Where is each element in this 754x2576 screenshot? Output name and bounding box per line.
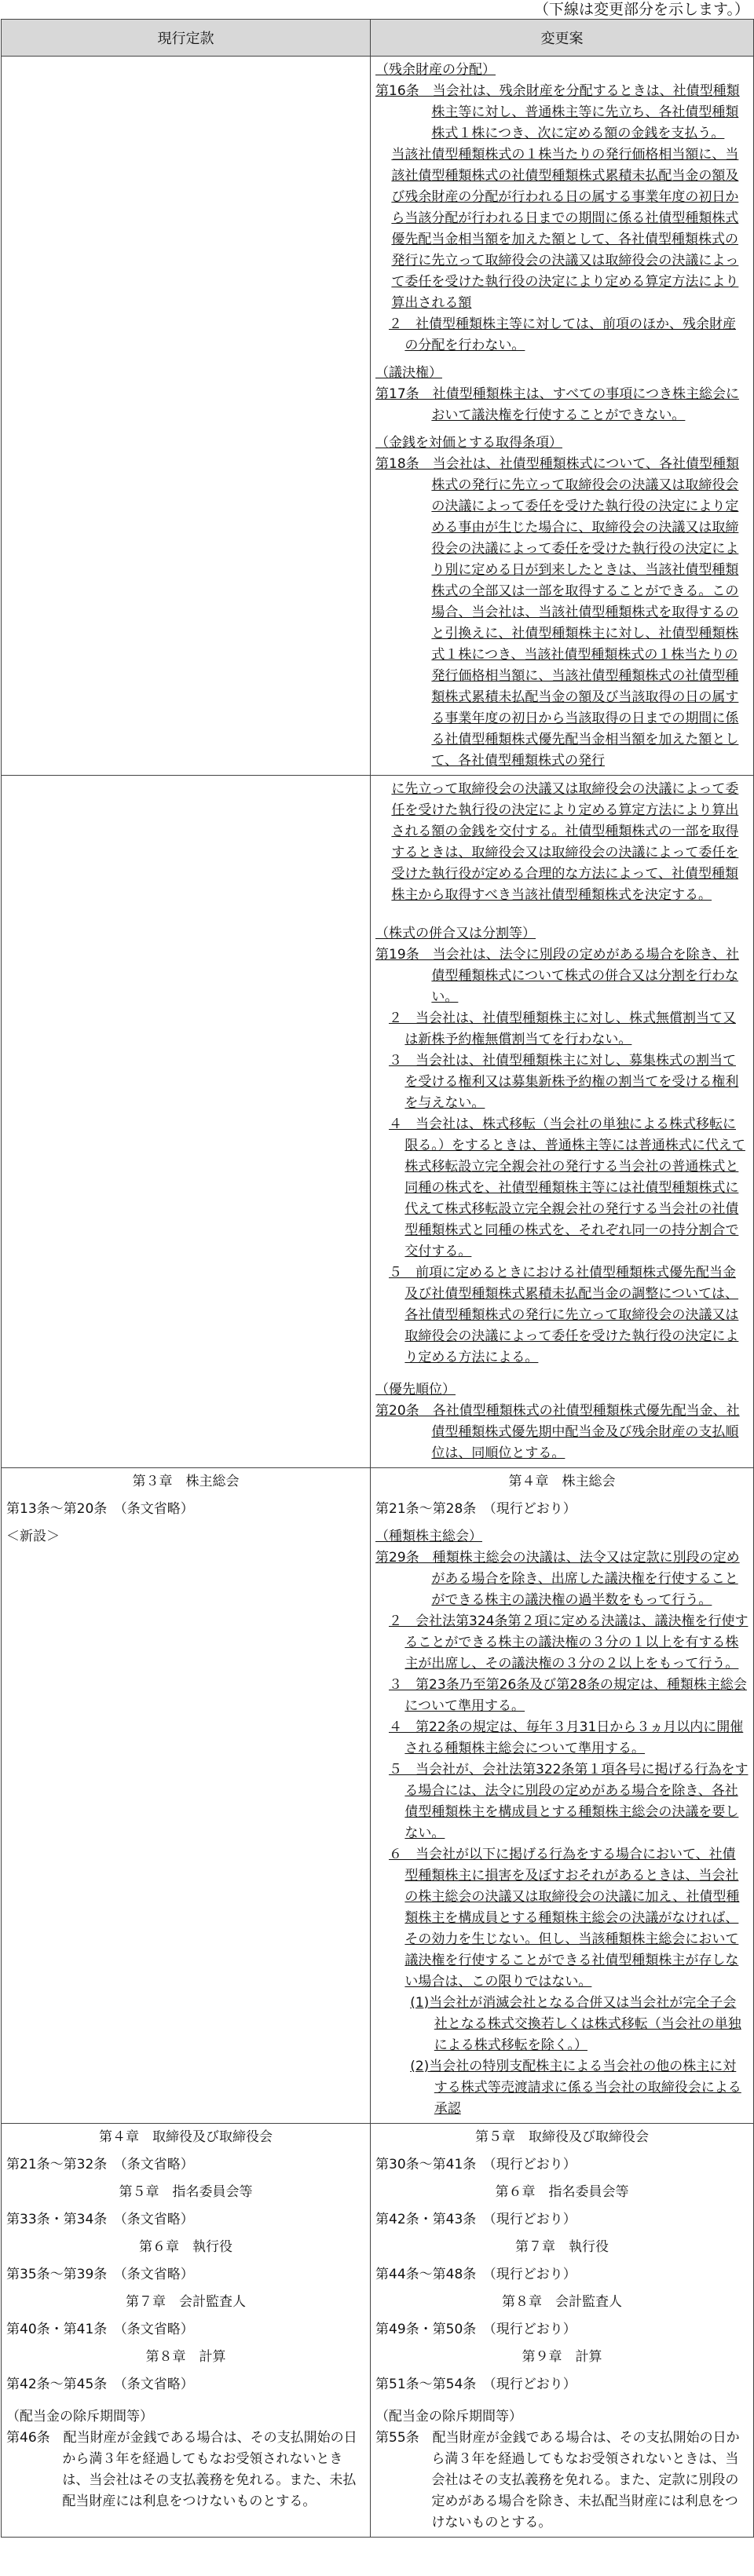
article-range: 第13条～第20条 （条文省略） [6, 1501, 194, 1517]
article-range: 第30条～第41条 （現行どおり） [375, 2157, 576, 2172]
list-item: (1)当会社が消滅会社となる合併又は当会社が完全子会社となる株式交換若しくは株式移転（当会社の単独による株式移転を除く。） [410, 1995, 741, 2053]
article-range: 第21条～第32条 （条文省略） [6, 2157, 194, 2172]
article-16 [375, 60, 749, 356]
new-marker: ＜新設＞ [6, 1529, 60, 1544]
article-19 [375, 923, 749, 1368]
article-caption: （議決権） [375, 365, 442, 381]
chapter-title: 第３章 株主総会 [132, 1474, 240, 1489]
current-cell [2, 1468, 371, 2124]
paragraph: ５ 当会社が、会社法第322条第１項各号に掲げる行為をする場合には、法令に別段の定めがある場合を除き、各社債型種類株主を構成員とする種類株主総会の決議を要しない。 [389, 1762, 749, 1841]
article-caption: （株式の併合又は分割等） [375, 926, 536, 941]
article-range: 第33条・第34条 （条文省略） [6, 2212, 194, 2227]
article-range: 第44条～第48条 （現行どおり） [375, 2267, 576, 2282]
proposed-cell [371, 2124, 754, 2538]
table-row [2, 2124, 754, 2538]
article-55 [375, 2406, 749, 2534]
chapter-title: 第６章 執行役 [139, 2239, 232, 2255]
article-20 [375, 1379, 749, 1464]
list-item: (2)当会社の特別支配株主による当会社の他の株主に対する株式等売渡請求に係る当会社の取締役会による承認 [410, 2059, 741, 2117]
article-range: 第42条～第45条 （条文省略） [6, 2377, 194, 2392]
header-row [2, 20, 754, 57]
change-note: （下線は変更部分を示します。） [534, 1, 749, 18]
chapter-title: 第９章 計算 [522, 2349, 602, 2365]
article-caption: （優先順位） [375, 1382, 456, 1398]
table-row [2, 776, 754, 1468]
current-cell-empty [2, 57, 371, 776]
current-cell [2, 2124, 371, 2538]
article-caption: （金銭を対価とする取得条項） [375, 435, 562, 451]
article-text: 第17条 社債型種類株主は、すべての事項につき株主総会において議決権を行使することができない。 [375, 386, 739, 423]
article-text: 第46条 配当財産が金銭である場合は、その支払開始の日から満３年を経過してもなお受領されないときは、当会社はその支払義務を免れる。また、未払配当財産には利息をつけないものとする。 [6, 2430, 357, 2509]
article-range: 第35条～第39条 （条文省略） [6, 2267, 194, 2282]
article-caption: （種類株主総会） [375, 1529, 482, 1544]
article-18 [375, 433, 749, 772]
article-range: 第42条・第43条 （現行どおり） [375, 2212, 576, 2227]
article-caption: （配当金の除斥期間等） [375, 2409, 522, 2424]
table-row [2, 57, 754, 776]
comparison-table [1, 19, 754, 2538]
article-text: 第29条 種類株主総会の決議は、法令又は定款に別段の定めがある場合を除き、出席した議決権を行使することができる株主の議決権の過半数をもって行う。 [375, 1550, 740, 1608]
header-proposed: 変更案 [371, 20, 754, 57]
current-cell-empty [2, 776, 371, 1468]
article-text: 第55条 配当財産が金銭である場合は、その支払開始の日から満３年を経過してもなお受領されないときは、当会社はその支払義務を免れる。また、定款に別段の定めがある場合を除き、未払配当財産には利息をつけないものとする。 [375, 2430, 740, 2530]
proposed-cell [371, 1468, 754, 2124]
chapter-title: 第７章 会計監査人 [126, 2294, 246, 2310]
article-text: 第18条 当会社は、社債型種類株式について、各社債型種類株式の発行に先立って取締役会の決議又は取締役会の決議によって委任を受けた執行役の決定により定める事由が生じた場合に、取締役会の決議又は取締役会の決議によって委任を受けた執行役の決定により別に定める日が到来したときは、当該社債型種類株式の全部又は一部を取得することができる。この場合、当会社は、当該社債型種類株式を取得するのと引換えに、社債型種類株主に対し、社債型種類株式１株につき、当該社債型種類株式の１株当たりの発行価格相当額に、当該社債型種類株式の社債型種類株式累積未払配当金の額及び当該取得の日の属する事業年度の初日から当該取得の日までの期間に係る社債型種類株式優先配当金相当額を加えた額として、各社債型種類株式の発行 [375, 456, 739, 769]
paragraph: ３ 第23条乃至第26条及び第28条の規定は、種類株主総会について準用する。 [389, 1677, 747, 1714]
paragraph: ２ 会社法第324条第２項に定める決議は、議決権を行使することができる株主の議決権の３分の１以上を有する株主が出席し、その議決権の３分の２以上をもって行う。 [389, 1613, 749, 1672]
article-text: 第20条 各社債型種類株式の社債型種類株式優先配当金、社債型種類株式優先期中配当金及び残余財産の支払順位は、同順位とする。 [375, 1403, 740, 1461]
article-text: 第16条 当会社は、残余財産を分配するときは、社債型種類株主等に対し、普通株主等に先立ち、各社債型種類株式１株につき、次に定める額の金銭を支払う。 [375, 83, 740, 141]
header-current: 現行定款 [2, 20, 371, 57]
article-range: 第49条・第50条 （現行どおり） [375, 2322, 576, 2337]
article-17 [375, 363, 749, 426]
article-continuation: 当該社債型種類株式の１株当たりの発行価格相当額に、当該社債型種類株式の社債型種類株式累積未払配当金の額及び残余財産の分配が行われる日の属する事業年度の初日から当該分配が行われる日までの期間に係る社債型種類株式優先配当金相当額を加えた額として、各社債型種類株式の発行に先立って取締役会の決議又は取締役会の決議によって委任を受けた執行役の決定により定める算定方法により算出される額 [391, 147, 739, 311]
article-18-continued [375, 779, 749, 906]
chapter-title: 第５章 取締役及び取締役会 [475, 2129, 649, 2145]
article-continuation: に先立って取締役会の決議又は取締役会の決議によって委任を受けた執行役の決定により定める算定方法により算出される額の金銭を交付する。社債型種類株式の一部を取得するときは、取締役会又は取締役会の決議によって委任を受けた執行役が定める合理的な方法によって、社債型種類株主から取得すべき当該社債型種類株式を決定する。 [391, 781, 739, 903]
article-caption: （配当金の除斥期間等） [6, 2409, 153, 2424]
chapter-title: 第５章 指名委員会等 [119, 2184, 253, 2200]
paragraph: ２ 当会社は、社債型種類株主に対し、株式無償割当て又は新株予約権無償割当てを行わない。 [389, 1010, 736, 1047]
article-range: 第51条～第54条 （現行どおり） [375, 2377, 576, 2392]
article-text: 第19条 当会社は、法令に別段の定めがある場合を除き、社債型種類株式について株式の併合又は分割を行わない。 [375, 947, 739, 1005]
article-caption: （残余財産の分配） [375, 62, 496, 78]
paragraph: ３ 当会社は、社債型種類株主に対し、募集株式の割当てを受ける権利又は募集新株予約権の割当てを受ける権利を与えない。 [389, 1053, 739, 1111]
chapter-title: 第８章 計算 [145, 2349, 226, 2365]
paragraph: ４ 第22条の規定は、毎年３月31日から３ヵ月以内に開催される種類株主総会について準用する。 [389, 1719, 744, 1756]
chapter-title: 第８章 会計監査人 [502, 2294, 622, 2310]
article-29 [375, 1526, 749, 2120]
paragraph: ２ 社債型種類株主等に対しては、前項のほか、残余財産の分配を行わない。 [389, 316, 736, 353]
chapter-title: 第６章 指名委員会等 [495, 2184, 629, 2200]
chapter-title: 第４章 取締役及び取締役会 [99, 2129, 273, 2145]
article-range: 第40条・第41条 （条文省略） [6, 2322, 194, 2337]
proposed-cell [371, 57, 754, 776]
chapter-title: 第４章 株主総会 [508, 1474, 616, 1489]
article-range: 第21条～第28条 （現行どおり） [375, 1501, 576, 1517]
article-46 [6, 2406, 365, 2512]
proposed-cell [371, 776, 754, 1468]
paragraph: ６ 当会社が以下に掲げる行為をする場合において、社債型種類株主に損害を及ぼすおそれがあるときは、当会社の株主総会の決議又は取締役会の決議に加え、社債型種類株主を構成員とする種類株主総会の決議がなければ、その効力を生じない。但し、当該種類株主総会において議決権を行使することができる社債型種類株主が存しない場合は、この限りではない。 [389, 1847, 740, 1990]
paragraph: ４ 当会社は、株式移転（当会社の単独による株式移転に限る。）をするときは、普通株主等には普通株式に代えて株式移転設立完全親会社の発行する当会社の普通株式と同種の株式を、社債型種類株主等には社債型種類株式に代えて株式移転設立完全親会社の発行する当会社の社債型種類株式と同種の株式を、それぞれ同一の持分割合で交付する。 [389, 1116, 745, 1259]
table-row [2, 1468, 754, 2124]
paragraph: ５ 前項に定めるときにおける社債型種類株式優先配当金及び社債型種類株式累積未払配当金の調整については、各社債型種類株式の発行に先立って取締役会の決議又は取締役会の決議によって委任を受けた執行役の決定により定める方法による。 [389, 1265, 739, 1365]
chapter-title: 第７章 執行役 [515, 2239, 609, 2255]
